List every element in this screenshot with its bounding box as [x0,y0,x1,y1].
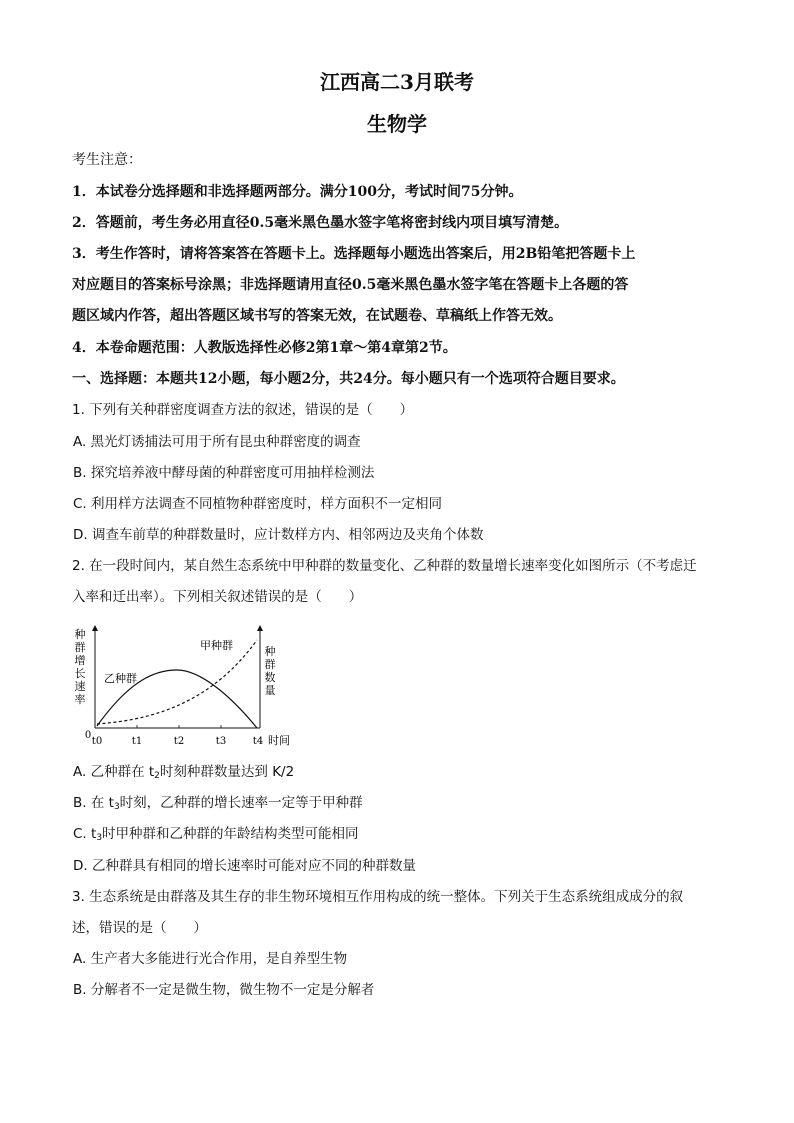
question-2-stem: 2. 在一段时间内，某自然生态系统中甲种群的数量变化、乙种群的数量增长速率变化如图所示（不考虑迁 [72,558,697,574]
curve-jia-label: 甲种群 [200,639,233,652]
notice-item: 2．答题前，考生务必用直径0.5毫米黑色墨水签字笔将密封线内项目填写清楚。 [72,215,569,231]
question-2-stem-cont: 入率和迁出率）。下列相关叙述错误的是（ ） [72,589,363,605]
population-graph [70,620,300,755]
question-1-option-d: D. 调查车前草的种群数量时，应计数样方内、相邻两边及夹角个体数 [73,527,484,543]
question-1-stem: 1. 下列有关种群密度调查方法的叙述，错误的是（ ） [72,402,414,418]
question-2-option-a: A. 乙种群在 $t_2$时刻种群数量达到 K/2 [73,764,295,781]
svg-text:数: 数 [264,671,276,684]
svg-text:群: 群 [264,658,276,671]
exam-title: 江西高二3月联考 [320,70,474,94]
section-heading: 一、选择题：本题共12小题，每小题2分，共24分。每小题只有一个选项符合题目要求。 [72,371,625,387]
svg-text:速: 速 [74,680,86,693]
svg-text:长: 长 [74,667,86,680]
tick-labels [92,736,263,747]
svg-text:种: 种 [264,645,276,658]
notice-item: 1．本试卷分选择题和非选择题两部分。满分100分，考试时间75分钟。 [72,184,523,200]
notice-item: 对应题目的答案标号涂黑；非选择题请用直径0.5毫米黑色墨水签字笔在答题卡上各题的答 [72,277,629,293]
svg-text:增: 增 [74,654,86,667]
tick-t2: t2 [173,736,185,747]
notice-item: 3．考生作答时，请将答案答在答题卡上。选择题每小题选出答案后，用2B铅笔把答题卡上 [72,246,636,262]
subject-title: 生物学 [367,112,427,136]
curve-yi-label: 乙种群 [104,672,137,685]
question-1-option-c: C. 利用样方法调查不同植物种群密度时，样方面积不一定相同 [73,496,443,512]
question-3-stem-cont: 述，错误的是（ ） [72,920,207,936]
question-2-option-d: D. 乙种群具有相同的增长速率时可能对应不同的种群数量 [73,858,416,874]
right-axis-label [265,645,276,697]
question-1-option-b: B. 探究培养液中酵母菌的种群密度可用抽样检测法 [73,465,375,481]
tick-t1: t1 [131,736,143,747]
notice-item: 4．本卷命题范围：人教版选择性必修2第1章～第4章第2节。 [72,340,457,356]
question-3-option-b: B. 分解者不一定是微生物，微生物不一定是分解者 [73,982,375,998]
svg-text:种: 种 [74,628,86,641]
svg-text:量: 量 [264,684,276,697]
tick-t4: t4 [252,736,264,747]
notice-heading: 考生注意： [72,152,142,168]
notice-item: 题区域内作答，超出答题区域书写的答案无效，在试题卷、草稿纸上作答无效。 [72,308,562,324]
question-3-stem: 3. 生态系统是由群落及其生存的非生物环境相互作用构成的统一整体。下列关于生态系统组成成分的叙 [72,889,684,905]
left-axis-label [75,628,86,706]
question-1-option-a: A. 黑光灯诱捕法可用于所有昆虫种群密度的调查 [73,434,361,450]
tick-t0: t0 [91,736,103,747]
tick-t3: t3 [215,736,227,747]
origin-label: 0 [84,730,92,741]
question-2-option-b: B. 在 $t_3$时刻，乙种群的增长速率一定等于甲种群 [73,795,363,812]
question-2-option-c: C. $t_3$时甲种群和乙种群的年龄结构类型可能相同 [73,826,359,843]
time-label: 时间 [268,734,290,747]
svg-text:群: 群 [74,641,86,654]
question-3-option-a: A. 生产者大多能进行光合作用，是自养型生物 [73,951,348,967]
svg-text:率: 率 [74,693,86,706]
